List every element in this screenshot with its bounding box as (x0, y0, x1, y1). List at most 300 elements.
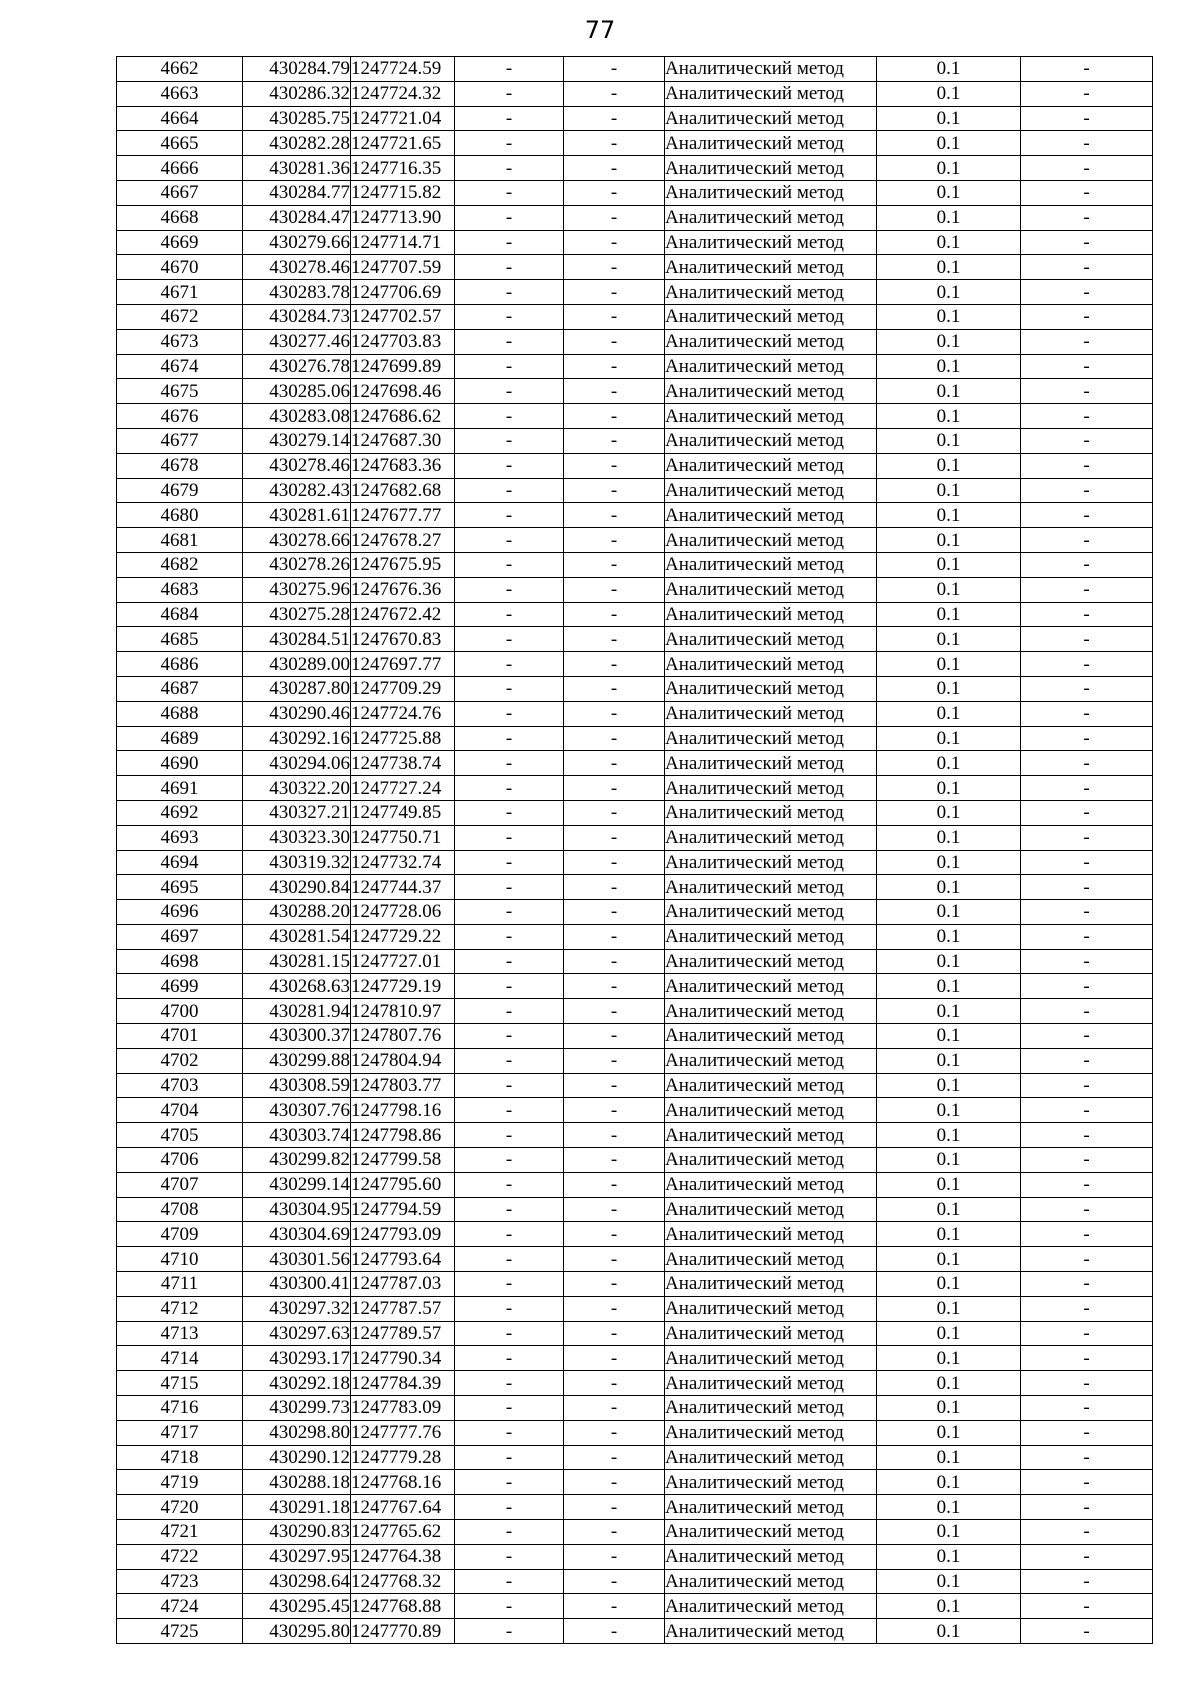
y-coordinate-cell: 1247725.88 (351, 726, 455, 751)
accuracy-cell: 0.1 (877, 974, 1021, 999)
method-cell: Аналитический метод (665, 577, 877, 602)
point-number-cell: 4716 (117, 1396, 243, 1421)
empty-value-cell: - (455, 379, 564, 404)
table-body (117, 57, 1153, 1644)
empty-value-cell: - (564, 1073, 665, 1098)
y-coordinate-cell: 1247676.36 (351, 577, 455, 602)
empty-value-cell: - (1021, 453, 1153, 478)
y-coordinate-cell: 1247698.46 (351, 379, 455, 404)
method-cell: Аналитический метод (665, 379, 877, 404)
x-coordinate-cell: 430298.64 (243, 1569, 351, 1594)
empty-value-cell: - (1021, 329, 1153, 354)
empty-value-cell: - (1021, 776, 1153, 801)
empty-value-cell: - (1021, 1296, 1153, 1321)
point-number-cell: 4681 (117, 528, 243, 553)
method-cell: Аналитический метод (665, 850, 877, 875)
point-number-cell: 4670 (117, 255, 243, 280)
point-number-cell: 4678 (117, 453, 243, 478)
empty-value-cell: - (455, 478, 564, 503)
empty-value-cell: - (564, 1222, 665, 1247)
empty-value-cell: - (564, 503, 665, 528)
empty-value-cell: - (1021, 800, 1153, 825)
accuracy-cell: 0.1 (877, 453, 1021, 478)
empty-value-cell: - (564, 354, 665, 379)
method-cell: Аналитический метод (665, 602, 877, 627)
y-coordinate-cell: 1247803.77 (351, 1073, 455, 1098)
empty-value-cell: - (564, 974, 665, 999)
y-coordinate-cell: 1247787.57 (351, 1296, 455, 1321)
table-row (117, 676, 1153, 701)
point-number-cell: 4687 (117, 676, 243, 701)
y-coordinate-cell: 1247670.83 (351, 627, 455, 652)
empty-value-cell: - (455, 1520, 564, 1545)
empty-value-cell: - (455, 1247, 564, 1272)
y-coordinate-cell: 1247804.94 (351, 1048, 455, 1073)
point-number-cell: 4709 (117, 1222, 243, 1247)
x-coordinate-cell: 430281.94 (243, 999, 351, 1024)
empty-value-cell: - (455, 1296, 564, 1321)
accuracy-cell: 0.1 (877, 726, 1021, 751)
point-number-cell: 4712 (117, 1296, 243, 1321)
table-row (117, 602, 1153, 627)
empty-value-cell: - (455, 57, 564, 82)
accuracy-cell: 0.1 (877, 1346, 1021, 1371)
accuracy-cell: 0.1 (877, 1172, 1021, 1197)
empty-value-cell: - (564, 652, 665, 677)
empty-value-cell: - (455, 1024, 564, 1049)
method-cell: Аналитический метод (665, 949, 877, 974)
method-cell: Аналитический метод (665, 1321, 877, 1346)
point-number-cell: 4677 (117, 428, 243, 453)
table-row (117, 751, 1153, 776)
y-coordinate-cell: 1247675.95 (351, 552, 455, 577)
table-row (117, 924, 1153, 949)
method-cell: Аналитический метод (665, 1520, 877, 1545)
empty-value-cell: - (455, 1470, 564, 1495)
table-row (117, 354, 1153, 379)
accuracy-cell: 0.1 (877, 1296, 1021, 1321)
point-number-cell: 4664 (117, 106, 243, 131)
table-row (117, 255, 1153, 280)
point-number-cell: 4666 (117, 156, 243, 181)
x-coordinate-cell: 430308.59 (243, 1073, 351, 1098)
y-coordinate-cell: 1247764.38 (351, 1544, 455, 1569)
table-row (117, 949, 1153, 974)
x-coordinate-cell: 430299.14 (243, 1172, 351, 1197)
x-coordinate-cell: 430284.77 (243, 180, 351, 205)
accuracy-cell: 0.1 (877, 652, 1021, 677)
empty-value-cell: - (455, 453, 564, 478)
empty-value-cell: - (1021, 1569, 1153, 1594)
empty-value-cell: - (564, 106, 665, 131)
empty-value-cell: - (564, 999, 665, 1024)
method-cell: Аналитический метод (665, 255, 877, 280)
y-coordinate-cell: 1247750.71 (351, 825, 455, 850)
x-coordinate-cell: 430304.69 (243, 1222, 351, 1247)
accuracy-cell: 0.1 (877, 205, 1021, 230)
empty-value-cell: - (1021, 652, 1153, 677)
empty-value-cell: - (455, 1321, 564, 1346)
empty-value-cell: - (455, 726, 564, 751)
y-coordinate-cell: 1247728.06 (351, 900, 455, 925)
empty-value-cell: - (455, 1123, 564, 1148)
x-coordinate-cell: 430281.54 (243, 924, 351, 949)
table-row (117, 999, 1153, 1024)
point-number-cell: 4718 (117, 1445, 243, 1470)
accuracy-cell: 0.1 (877, 131, 1021, 156)
x-coordinate-cell: 430282.28 (243, 131, 351, 156)
x-coordinate-cell: 430278.66 (243, 528, 351, 553)
empty-value-cell: - (455, 1495, 564, 1520)
point-number-cell: 4686 (117, 652, 243, 677)
y-coordinate-cell: 1247703.83 (351, 329, 455, 354)
empty-value-cell: - (564, 131, 665, 156)
point-number-cell: 4671 (117, 280, 243, 305)
empty-value-cell: - (455, 1594, 564, 1619)
table-row (117, 1296, 1153, 1321)
method-cell: Аналитический метод (665, 156, 877, 181)
y-coordinate-cell: 1247783.09 (351, 1396, 455, 1421)
empty-value-cell: - (564, 1371, 665, 1396)
empty-value-cell: - (455, 1544, 564, 1569)
x-coordinate-cell: 430285.06 (243, 379, 351, 404)
y-coordinate-cell: 1247795.60 (351, 1172, 455, 1197)
empty-value-cell: - (455, 676, 564, 701)
accuracy-cell: 0.1 (877, 255, 1021, 280)
table-row (117, 1619, 1153, 1644)
x-coordinate-cell: 430295.45 (243, 1594, 351, 1619)
empty-value-cell: - (455, 1098, 564, 1123)
y-coordinate-cell: 1247732.74 (351, 850, 455, 875)
empty-value-cell: - (564, 1123, 665, 1148)
empty-value-cell: - (564, 1024, 665, 1049)
accuracy-cell: 0.1 (877, 1594, 1021, 1619)
empty-value-cell: - (455, 602, 564, 627)
point-number-cell: 4719 (117, 1470, 243, 1495)
point-number-cell: 4692 (117, 800, 243, 825)
x-coordinate-cell: 430290.46 (243, 701, 351, 726)
empty-value-cell: - (1021, 999, 1153, 1024)
empty-value-cell: - (564, 701, 665, 726)
method-cell: Аналитический метод (665, 205, 877, 230)
x-coordinate-cell: 430276.78 (243, 354, 351, 379)
method-cell: Аналитический метод (665, 1569, 877, 1594)
y-coordinate-cell: 1247770.89 (351, 1619, 455, 1644)
method-cell: Аналитический метод (665, 776, 877, 801)
empty-value-cell: - (1021, 949, 1153, 974)
empty-value-cell: - (1021, 1197, 1153, 1222)
accuracy-cell: 0.1 (877, 1569, 1021, 1594)
method-cell: Аналитический метод (665, 453, 877, 478)
empty-value-cell: - (455, 751, 564, 776)
table-row (117, 701, 1153, 726)
empty-value-cell: - (455, 1371, 564, 1396)
table-row (117, 825, 1153, 850)
point-number-cell: 4685 (117, 627, 243, 652)
table-row (117, 776, 1153, 801)
empty-value-cell: - (455, 156, 564, 181)
empty-value-cell: - (564, 1197, 665, 1222)
empty-value-cell: - (564, 304, 665, 329)
point-number-cell: 4674 (117, 354, 243, 379)
x-coordinate-cell: 430303.74 (243, 1123, 351, 1148)
accuracy-cell: 0.1 (877, 577, 1021, 602)
method-cell: Аналитический метод (665, 106, 877, 131)
accuracy-cell: 0.1 (877, 900, 1021, 925)
accuracy-cell: 0.1 (877, 1148, 1021, 1173)
table-row (117, 577, 1153, 602)
y-coordinate-cell: 1247678.27 (351, 528, 455, 553)
method-cell: Аналитический метод (665, 1123, 877, 1148)
y-coordinate-cell: 1247697.77 (351, 652, 455, 677)
empty-value-cell: - (455, 329, 564, 354)
x-coordinate-cell: 430281.15 (243, 949, 351, 974)
y-coordinate-cell: 1247721.65 (351, 131, 455, 156)
point-number-cell: 4707 (117, 1172, 243, 1197)
empty-value-cell: - (455, 1172, 564, 1197)
point-number-cell: 4676 (117, 404, 243, 429)
empty-value-cell: - (1021, 900, 1153, 925)
empty-value-cell: - (455, 701, 564, 726)
method-cell: Аналитический метод (665, 404, 877, 429)
empty-value-cell: - (455, 776, 564, 801)
y-coordinate-cell: 1247706.69 (351, 280, 455, 305)
accuracy-cell: 0.1 (877, 776, 1021, 801)
method-cell: Аналитический метод (665, 131, 877, 156)
x-coordinate-cell: 430284.51 (243, 627, 351, 652)
point-number-cell: 4714 (117, 1346, 243, 1371)
empty-value-cell: - (564, 825, 665, 850)
empty-value-cell: - (455, 999, 564, 1024)
y-coordinate-cell: 1247716.35 (351, 156, 455, 181)
point-number-cell: 4695 (117, 875, 243, 900)
table-row (117, 652, 1153, 677)
empty-value-cell: - (455, 1048, 564, 1073)
accuracy-cell: 0.1 (877, 552, 1021, 577)
accuracy-cell: 0.1 (877, 329, 1021, 354)
y-coordinate-cell: 1247686.62 (351, 404, 455, 429)
empty-value-cell: - (1021, 577, 1153, 602)
method-cell: Аналитический метод (665, 999, 877, 1024)
method-cell: Аналитический метод (665, 1197, 877, 1222)
y-coordinate-cell: 1247768.32 (351, 1569, 455, 1594)
empty-value-cell: - (1021, 552, 1153, 577)
y-coordinate-cell: 1247729.19 (351, 974, 455, 999)
x-coordinate-cell: 430287.80 (243, 676, 351, 701)
y-coordinate-cell: 1247672.42 (351, 602, 455, 627)
y-coordinate-cell: 1247702.57 (351, 304, 455, 329)
accuracy-cell: 0.1 (877, 156, 1021, 181)
empty-value-cell: - (1021, 1544, 1153, 1569)
method-cell: Аналитический метод (665, 1148, 877, 1173)
point-number-cell: 4701 (117, 1024, 243, 1049)
empty-value-cell: - (564, 1098, 665, 1123)
table-row (117, 428, 1153, 453)
table-row (117, 800, 1153, 825)
empty-value-cell: - (1021, 676, 1153, 701)
empty-value-cell: - (1021, 1520, 1153, 1545)
empty-value-cell: - (1021, 1321, 1153, 1346)
accuracy-cell: 0.1 (877, 1520, 1021, 1545)
empty-value-cell: - (1021, 230, 1153, 255)
y-coordinate-cell: 1247798.16 (351, 1098, 455, 1123)
point-number-cell: 4673 (117, 329, 243, 354)
y-coordinate-cell: 1247682.68 (351, 478, 455, 503)
table-row (117, 478, 1153, 503)
point-number-cell: 4715 (117, 1371, 243, 1396)
x-coordinate-cell: 430319.32 (243, 850, 351, 875)
x-coordinate-cell: 430304.95 (243, 1197, 351, 1222)
empty-value-cell: - (455, 627, 564, 652)
y-coordinate-cell: 1247790.34 (351, 1346, 455, 1371)
y-coordinate-cell: 1247683.36 (351, 453, 455, 478)
table-row (117, 974, 1153, 999)
method-cell: Аналитический метод (665, 1172, 877, 1197)
empty-value-cell: - (1021, 1098, 1153, 1123)
empty-value-cell: - (455, 354, 564, 379)
x-coordinate-cell: 430292.16 (243, 726, 351, 751)
x-coordinate-cell: 430288.18 (243, 1470, 351, 1495)
empty-value-cell: - (1021, 156, 1153, 181)
method-cell: Аналитический метод (665, 304, 877, 329)
accuracy-cell: 0.1 (877, 1098, 1021, 1123)
method-cell: Аналитический метод (665, 1619, 877, 1644)
accuracy-cell: 0.1 (877, 1024, 1021, 1049)
table-row (117, 1247, 1153, 1272)
y-coordinate-cell: 1247799.58 (351, 1148, 455, 1173)
empty-value-cell: - (1021, 255, 1153, 280)
y-coordinate-cell: 1247744.37 (351, 875, 455, 900)
point-number-cell: 4699 (117, 974, 243, 999)
x-coordinate-cell: 430277.46 (243, 329, 351, 354)
point-number-cell: 4683 (117, 577, 243, 602)
y-coordinate-cell: 1247798.86 (351, 1123, 455, 1148)
y-coordinate-cell: 1247724.32 (351, 81, 455, 106)
point-number-cell: 4684 (117, 602, 243, 627)
accuracy-cell: 0.1 (877, 478, 1021, 503)
empty-value-cell: - (564, 1544, 665, 1569)
empty-value-cell: - (455, 230, 564, 255)
empty-value-cell: - (564, 676, 665, 701)
y-coordinate-cell: 1247677.77 (351, 503, 455, 528)
accuracy-cell: 0.1 (877, 1123, 1021, 1148)
empty-value-cell: - (1021, 1073, 1153, 1098)
y-coordinate-cell: 1247768.88 (351, 1594, 455, 1619)
table-row (117, 1396, 1153, 1421)
y-coordinate-cell: 1247709.29 (351, 676, 455, 701)
coordinates-table (116, 56, 1153, 1644)
x-coordinate-cell: 430288.20 (243, 900, 351, 925)
point-number-cell: 4694 (117, 850, 243, 875)
x-coordinate-cell: 430283.08 (243, 404, 351, 429)
x-coordinate-cell: 430284.79 (243, 57, 351, 82)
empty-value-cell: - (564, 280, 665, 305)
y-coordinate-cell: 1247793.09 (351, 1222, 455, 1247)
method-cell: Аналитический метод (665, 528, 877, 553)
x-coordinate-cell: 430279.14 (243, 428, 351, 453)
x-coordinate-cell: 430278.26 (243, 552, 351, 577)
empty-value-cell: - (455, 1222, 564, 1247)
empty-value-cell: - (455, 255, 564, 280)
empty-value-cell: - (455, 304, 564, 329)
accuracy-cell: 0.1 (877, 1197, 1021, 1222)
x-coordinate-cell: 430291.18 (243, 1495, 351, 1520)
y-coordinate-cell: 1247715.82 (351, 180, 455, 205)
x-coordinate-cell: 430300.37 (243, 1024, 351, 1049)
empty-value-cell: - (564, 1594, 665, 1619)
empty-value-cell: - (564, 1346, 665, 1371)
table-row (117, 552, 1153, 577)
method-cell: Аналитический метод (665, 503, 877, 528)
empty-value-cell: - (564, 180, 665, 205)
table-row (117, 1445, 1153, 1470)
table-row (117, 1346, 1153, 1371)
y-coordinate-cell: 1247707.59 (351, 255, 455, 280)
table-row (117, 875, 1153, 900)
y-coordinate-cell: 1247807.76 (351, 1024, 455, 1049)
x-coordinate-cell: 430292.18 (243, 1371, 351, 1396)
point-number-cell: 4679 (117, 478, 243, 503)
y-coordinate-cell: 1247779.28 (351, 1445, 455, 1470)
empty-value-cell: - (564, 329, 665, 354)
empty-value-cell: - (455, 131, 564, 156)
method-cell: Аналитический метод (665, 1445, 877, 1470)
empty-value-cell: - (564, 205, 665, 230)
x-coordinate-cell: 430307.76 (243, 1098, 351, 1123)
empty-value-cell: - (564, 379, 665, 404)
accuracy-cell: 0.1 (877, 1247, 1021, 1272)
x-coordinate-cell: 430293.17 (243, 1346, 351, 1371)
empty-value-cell: - (455, 1148, 564, 1173)
method-cell: Аналитический метод (665, 552, 877, 577)
x-coordinate-cell: 430286.32 (243, 81, 351, 106)
table-row (117, 329, 1153, 354)
empty-value-cell: - (1021, 404, 1153, 429)
empty-value-cell: - (455, 528, 564, 553)
empty-value-cell: - (564, 1172, 665, 1197)
y-coordinate-cell: 1247727.24 (351, 776, 455, 801)
accuracy-cell: 0.1 (877, 1321, 1021, 1346)
empty-value-cell: - (1021, 1346, 1153, 1371)
method-cell: Аналитический метод (665, 1272, 877, 1297)
accuracy-cell: 0.1 (877, 81, 1021, 106)
empty-value-cell: - (1021, 180, 1153, 205)
method-cell: Аналитический метод (665, 751, 877, 776)
empty-value-cell: - (455, 1197, 564, 1222)
table-row (117, 1098, 1153, 1123)
accuracy-cell: 0.1 (877, 230, 1021, 255)
accuracy-cell: 0.1 (877, 354, 1021, 379)
x-coordinate-cell: 430299.73 (243, 1396, 351, 1421)
table-row (117, 1024, 1153, 1049)
x-coordinate-cell: 430297.95 (243, 1544, 351, 1569)
x-coordinate-cell: 430290.83 (243, 1520, 351, 1545)
empty-value-cell: - (1021, 825, 1153, 850)
accuracy-cell: 0.1 (877, 949, 1021, 974)
y-coordinate-cell: 1247787.03 (351, 1272, 455, 1297)
empty-value-cell: - (564, 924, 665, 949)
method-cell: Аналитический метод (665, 1346, 877, 1371)
point-number-cell: 4723 (117, 1569, 243, 1594)
table-row (117, 106, 1153, 131)
x-coordinate-cell: 430294.06 (243, 751, 351, 776)
y-coordinate-cell: 1247767.64 (351, 1495, 455, 1520)
accuracy-cell: 0.1 (877, 1272, 1021, 1297)
y-coordinate-cell: 1247729.22 (351, 924, 455, 949)
empty-value-cell: - (564, 602, 665, 627)
empty-value-cell: - (564, 900, 665, 925)
empty-value-cell: - (1021, 354, 1153, 379)
